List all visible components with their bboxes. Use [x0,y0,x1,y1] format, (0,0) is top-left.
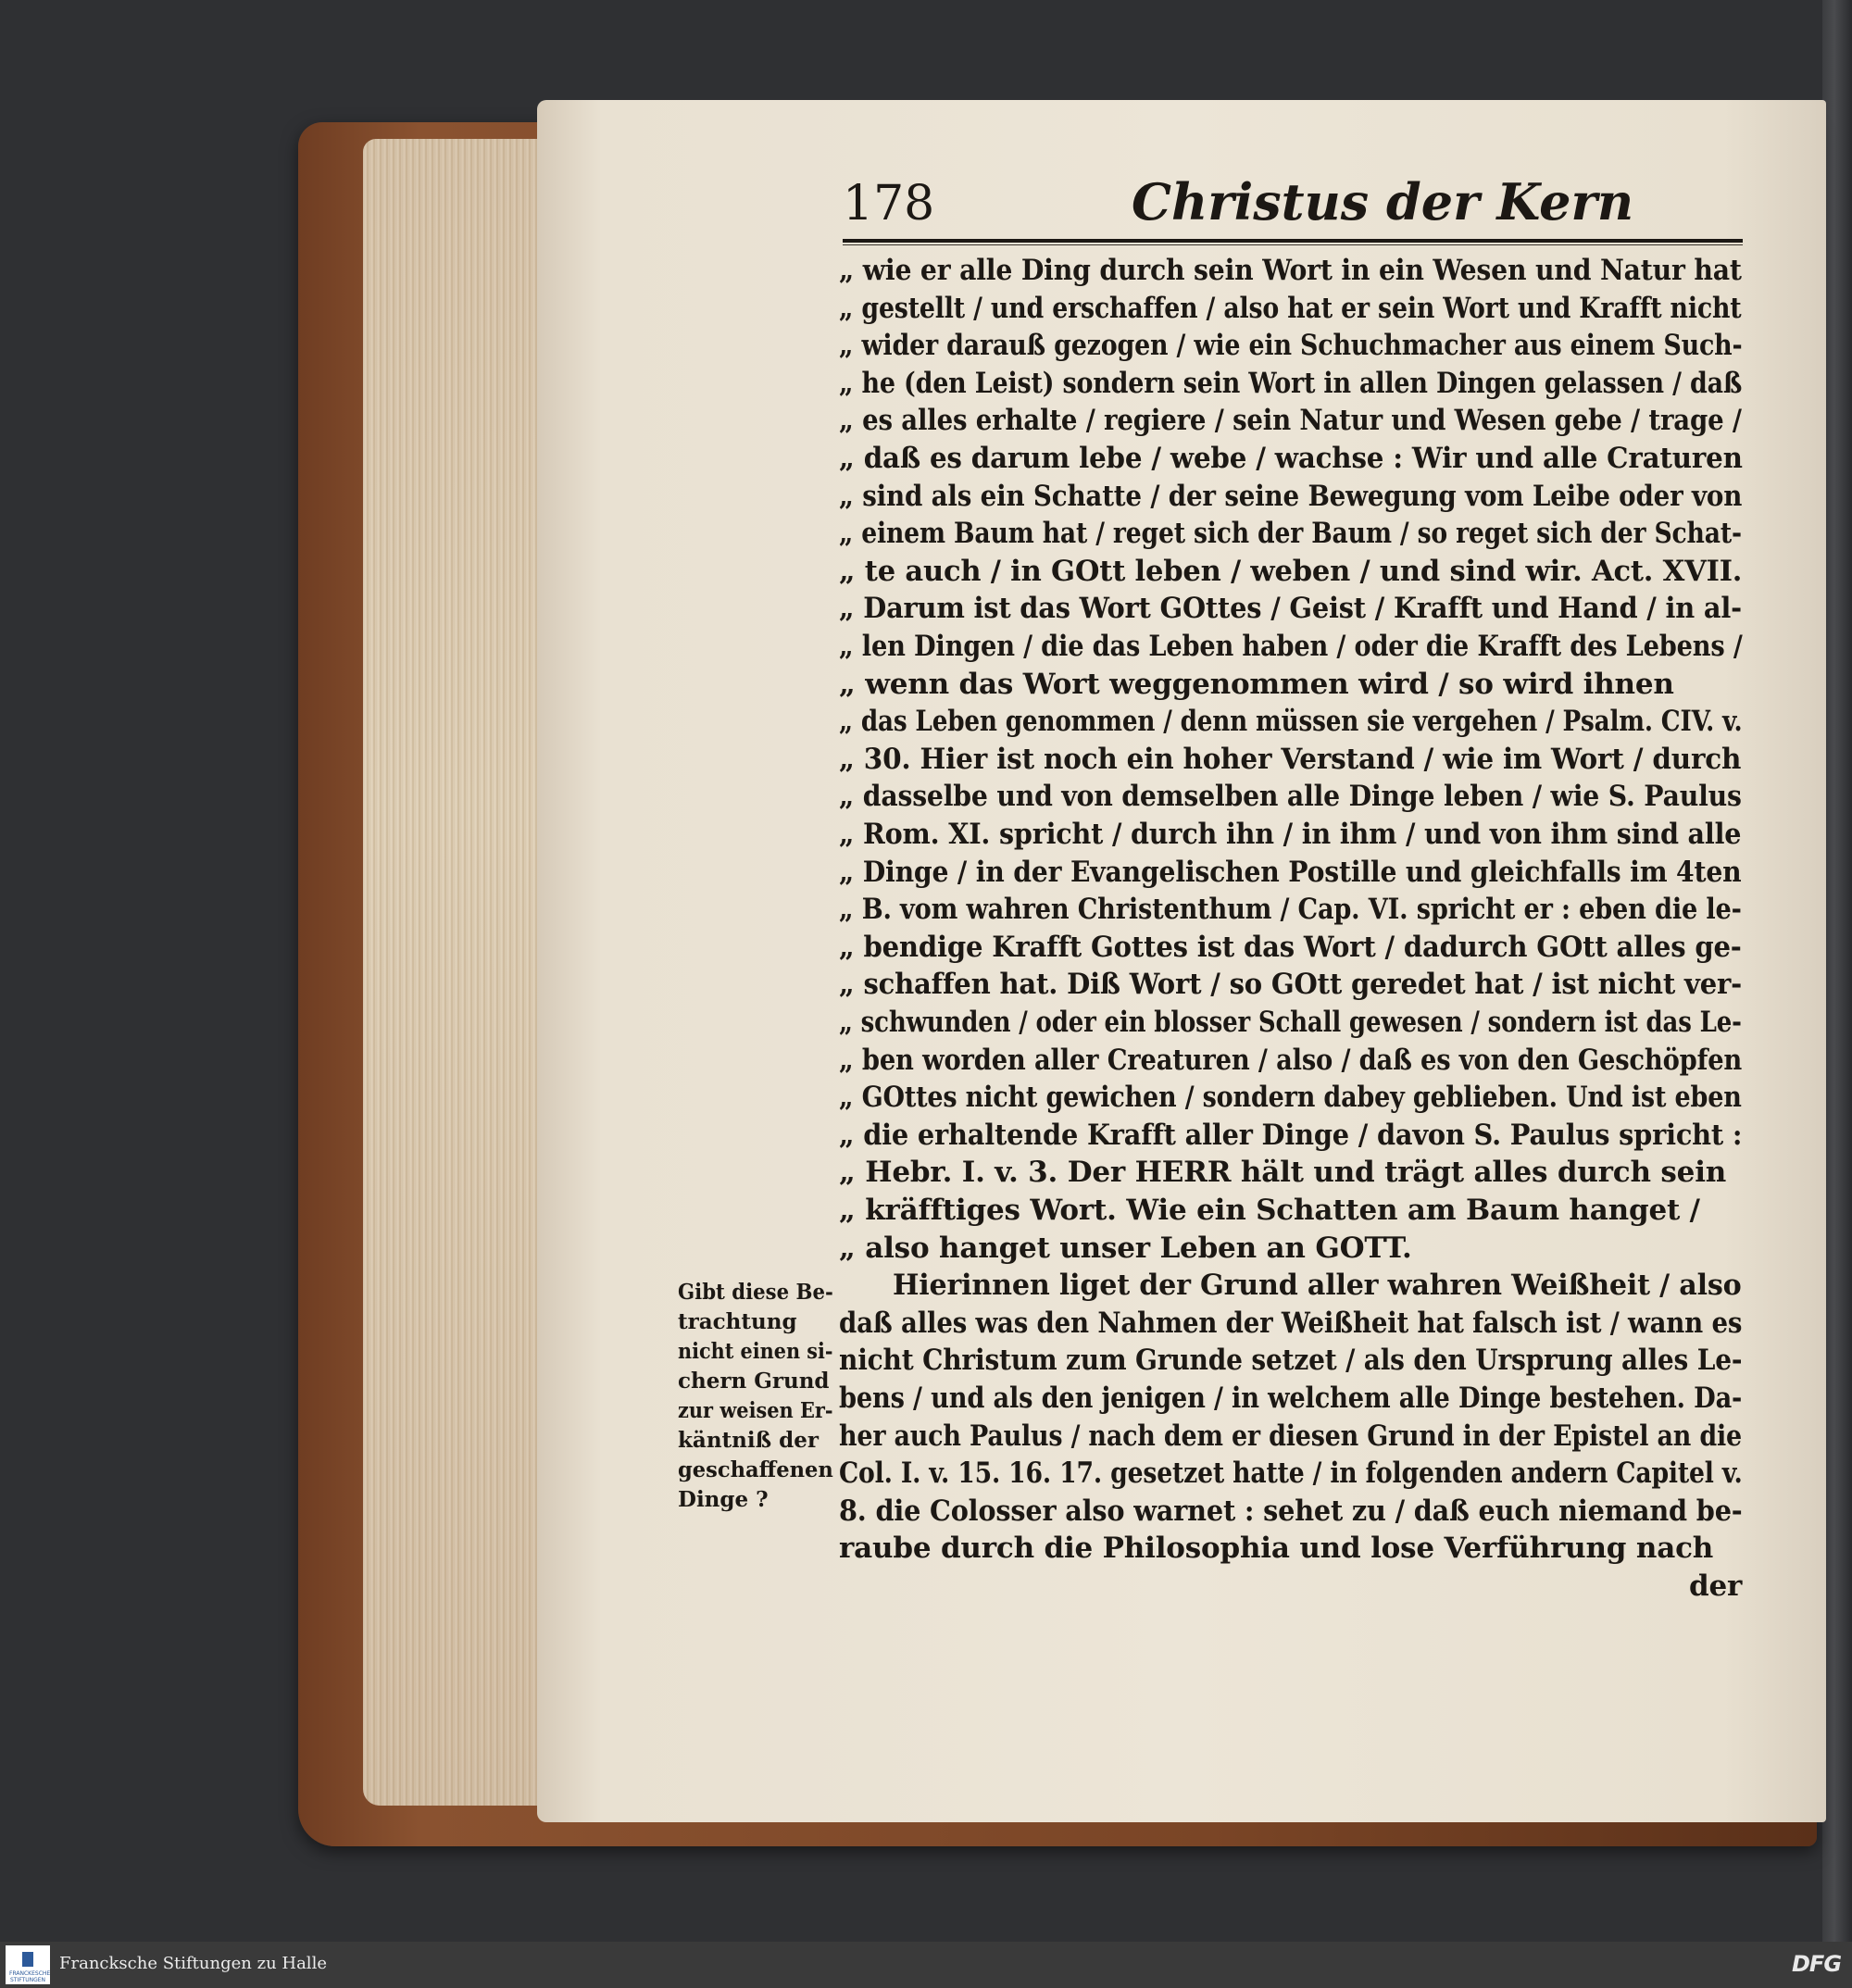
margin-note-line: Gibt diese Be- [678,1280,833,1305]
page-number: 178 [843,176,935,231]
margin-note-line: trachtung [678,1309,797,1334]
body-line: „ ben worden aller Creaturen / also / daß es von den Geschöpfen [839,1044,1743,1077]
body-line: raube durch die Philosophia und lose Verführung nach [839,1532,1714,1565]
body-line: bens / und als den jenigen / in welchem alle Dinge bestehen. Da- [839,1382,1743,1415]
body-line: „ einem Baum hat / reget sich der Baum / so reget sich der Schat- [839,517,1742,550]
margin-note-line: zur weisen Er- [678,1398,833,1423]
margin-note-line: Dinge ? [678,1487,769,1512]
body-line: „ wie er alle Ding durch sein Wort in ein Wesen und Natur hat [839,254,1742,287]
margin-note [678,1280,835,1530]
header-rule [843,239,1743,243]
body-line: „ es alles erhalte / regiere / sein Natur und Wesen gebe / trage / [839,404,1742,437]
body-line: „ dasselbe und von demselben alle Dinge leben / wie S. Paulus [839,780,1742,813]
body-line: „ daß es darum lebe / webe / wachse : Wir und alle Craturen [839,442,1743,475]
margin-note-line: nicht einen si- [678,1339,833,1364]
body-line: „ B. vom wahren Christenthum / Cap. VI. spricht er : eben die le- [839,893,1742,926]
margin-note-line: chern Grund [678,1369,830,1394]
header-rule-thin [843,244,1743,245]
body-line: 8. die Colosser also warnet : sehet zu / daß euch niemand be- [839,1494,1743,1528]
body-line: „ kräfftiges Wort. Wie ein Schatten am Baum hanget / [839,1194,1700,1227]
body-line: Col. I. v. 15. 16. 17. gesetzet hatte / in folgenden andern Capitel v. [839,1457,1743,1490]
body-line: „ gestellt / und erschaffen / also hat er sein Wort und Krafft nicht [839,292,1742,325]
logo-text: FRANCKESCHE STIFTUNGEN [9,1970,51,1983]
body-line: „ schwunden / oder ein blosser Schall gewesen / sondern ist das Le- [839,1006,1742,1039]
margin-note-line: geschaffenen [678,1457,833,1482]
body-line: „ schaffen hat. Diß Wort / so GOtt geredet hat / ist nicht ver- [839,968,1742,1001]
body-line: „ also hanget unser Leben an GOTT. [839,1232,1412,1265]
body-line: „ len Dingen / die das Leben haben / oder die Krafft des Lebens / [839,630,1743,663]
body-line: „ Darum ist das Wort GOttes / Geist / Krafft und Hand / in al- [839,592,1742,625]
body-line: daß alles was den Nahmen der Weißheit hat falsch ist / wann es [839,1307,1743,1340]
margin-note-line: käntniß der [678,1428,819,1453]
body-line: „ 30. Hier ist noch ein hoher Verstand / wie im Wort / durch [839,743,1742,776]
body-line: der [1689,1569,1743,1603]
body-line: „ wider darauß gezogen / wie ein Schuchmacher aus einem Such- [839,329,1743,362]
body-line: „ die erhaltende Krafft aller Dinge / davon S. Paulus spricht : [839,1119,1743,1152]
body-line: „ das Leben genommen / denn müssen sie vergehen / Psalm. CIV. v. [839,705,1743,738]
body-text [839,254,1746,1606]
neighbor-page-edge [1822,0,1852,1942]
logo-emblem-icon [22,1952,33,1967]
running-head: Christus der Kern [1132,172,1634,231]
body-line: nicht Christum zum Grunde setzet / als den Ursprung alles Le- [839,1344,1743,1377]
body-line: her auch Paulus / nach dem er diesen Grund in der Epistel an die [839,1419,1743,1453]
body-line: „ bendige Krafft Gottes ist das Wort / dadurch GOtt alles ge- [839,931,1742,964]
body-line: „ he (den Leist) sondern sein Wort in allen Dingen gelassen / daß [839,367,1743,400]
body-line: „ sind als ein Schatte / der seine Bewegung vom Leibe oder von [839,480,1743,513]
body-line: Hierinnen liget der Grund aller wahren Weißheit / also [893,1269,1742,1302]
institution-name: Francksche Stiftungen zu Halle [59,1954,327,1973]
body-line: „ Rom. XI. spricht / durch ihn / in ihm / und von ihm sind alle [839,818,1742,851]
dfg-logo: DFG [1792,1951,1842,1977]
body-line: „ GOttes nicht gewichen / sondern dabey geblieben. Und ist eben [839,1081,1742,1114]
body-line: „ te auch / in GOtt leben / weben / und sind wir. Act. XVII. [839,555,1743,588]
body-line: „ Hebr. I. v. 3. Der HERR hält und trägt alles durch sein [839,1156,1727,1189]
body-line: „ wenn das Wort weggenommen wird / so wird ihnen [839,668,1674,701]
body-line: „ Dinge / in der Evangelischen Postille und gleichfalls im 4ten [839,856,1742,889]
